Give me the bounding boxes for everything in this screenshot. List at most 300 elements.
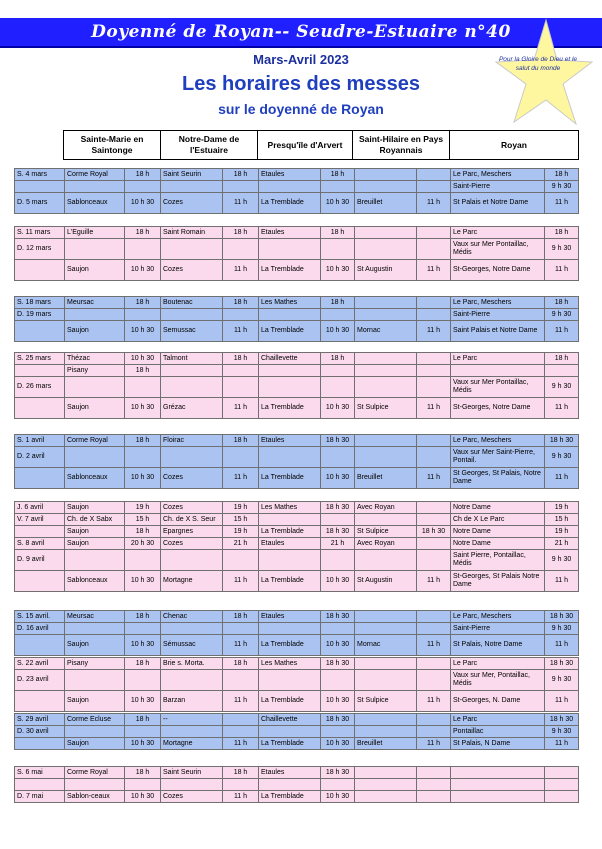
time-cell: 11 h xyxy=(223,193,259,214)
table-row xyxy=(15,435,579,447)
table-row xyxy=(15,377,579,398)
date-cell: S. 25 mars xyxy=(15,353,65,365)
table-row xyxy=(15,738,579,750)
time-cell: 18 h xyxy=(125,227,161,239)
table-row xyxy=(15,550,579,571)
church-cell xyxy=(161,377,223,398)
time-cell xyxy=(125,447,161,468)
church-cell xyxy=(259,365,321,377)
church-cell xyxy=(259,670,321,691)
church-cell: Breuillet xyxy=(355,193,417,214)
church-cell: St-Georges, St Palais Notre Dame xyxy=(451,571,545,592)
church-cell xyxy=(161,181,223,193)
church-cell: La Tremblade xyxy=(259,526,321,538)
table-row xyxy=(15,779,579,791)
table-row xyxy=(15,468,579,489)
church-cell: St Sulpice xyxy=(355,398,417,419)
church-cell: Cozes xyxy=(161,260,223,281)
church-cell: Cozes xyxy=(161,791,223,803)
time-cell: 11 h xyxy=(545,738,579,750)
time-cell: 18 h xyxy=(545,297,579,309)
church-cell xyxy=(451,365,545,377)
time-cell xyxy=(321,377,355,398)
time-cell: 10 h 30 xyxy=(125,321,161,342)
church-cell xyxy=(65,670,125,691)
table-row xyxy=(15,365,579,377)
schedule-block xyxy=(14,352,579,419)
time-cell: 18 h 30 xyxy=(321,526,355,538)
time-cell xyxy=(417,169,451,181)
church-cell xyxy=(355,297,417,309)
church-cell xyxy=(161,365,223,377)
table-row xyxy=(15,321,579,342)
time-cell xyxy=(417,767,451,779)
time-cell: 11 h xyxy=(545,468,579,489)
church-cell xyxy=(451,791,545,803)
time-cell: 18 h 30 xyxy=(321,435,355,447)
date-cell xyxy=(15,365,65,377)
church-cell: Ch. de X S. Seur xyxy=(161,514,223,526)
time-cell xyxy=(223,779,259,791)
date-cell xyxy=(15,181,65,193)
time-cell xyxy=(223,239,259,260)
time-cell: 18 h xyxy=(223,227,259,239)
time-cell: 10 h 30 xyxy=(321,321,355,342)
time-cell xyxy=(321,309,355,321)
church-cell: L'Eguille xyxy=(65,227,125,239)
church-cell xyxy=(355,227,417,239)
time-cell: 9 h 30 xyxy=(545,239,579,260)
time-cell: 9 h 30 xyxy=(545,623,579,635)
church-cell xyxy=(355,365,417,377)
church-cell xyxy=(65,309,125,321)
church-cell xyxy=(259,239,321,260)
date-cell: S. 6 mai xyxy=(15,767,65,779)
time-cell xyxy=(417,181,451,193)
table-row xyxy=(15,309,579,321)
date-cell: D. 9 avril xyxy=(15,550,65,571)
church-cell: Brie s. Morta. xyxy=(161,658,223,670)
date-cell: D. 12 mars xyxy=(15,239,65,260)
time-cell: 18 h 30 xyxy=(321,714,355,726)
time-cell: 19 h xyxy=(223,526,259,538)
church-cell: St-Georges, N. Dame xyxy=(451,691,545,712)
church-cell xyxy=(259,377,321,398)
church-cell xyxy=(259,514,321,526)
time-cell: 19 h xyxy=(545,526,579,538)
time-cell xyxy=(321,726,355,738)
church-cell: Etaules xyxy=(259,227,321,239)
church-cell: Mortagne xyxy=(161,738,223,750)
table-row xyxy=(15,623,579,635)
church-cell: Saujon xyxy=(65,526,125,538)
church-cell xyxy=(355,447,417,468)
church-cell xyxy=(355,714,417,726)
time-cell: 18 h xyxy=(223,297,259,309)
church-cell: Sablonceaux xyxy=(65,571,125,592)
table-row xyxy=(15,658,579,670)
table-row xyxy=(15,611,579,623)
church-cell xyxy=(259,447,321,468)
time-cell: 18 h xyxy=(223,767,259,779)
time-cell: 11 h xyxy=(417,260,451,281)
date-cell xyxy=(15,635,65,656)
church-cell: Chaillevette xyxy=(259,353,321,365)
time-cell: 18 h xyxy=(125,714,161,726)
date-cell: S. 8 avril xyxy=(15,538,65,550)
church-cell: Saujon xyxy=(65,738,125,750)
star-note: Pour la Gloire de Dieu et le salut du monde xyxy=(498,56,578,72)
table-row xyxy=(15,791,579,803)
church-cell: Talmont xyxy=(161,353,223,365)
time-cell: 18 h 30 xyxy=(321,767,355,779)
church-cell: Le Parc, Meschers xyxy=(451,435,545,447)
church-cell: Les Mathes xyxy=(259,297,321,309)
time-cell: 9 h 30 xyxy=(545,447,579,468)
time-cell: 21 h xyxy=(545,538,579,550)
time-cell: 11 h xyxy=(223,791,259,803)
date-cell: S. 11 mars xyxy=(15,227,65,239)
time-cell: 10 h 30 xyxy=(125,691,161,712)
time-cell: 11 h xyxy=(223,321,259,342)
time-cell: 11 h xyxy=(417,691,451,712)
schedule-block xyxy=(14,226,579,281)
church-cell: Saujon xyxy=(65,321,125,342)
time-cell xyxy=(417,623,451,635)
church-cell xyxy=(161,779,223,791)
church-cell xyxy=(355,791,417,803)
church-cell: St-Georges, Notre Dame xyxy=(451,398,545,419)
time-cell: 18 h xyxy=(223,353,259,365)
church-cell: St Augustin xyxy=(355,571,417,592)
church-cell: Cozes xyxy=(161,468,223,489)
church-cell: St Georges, St Palais, Notre Dame xyxy=(451,468,545,489)
time-cell: 15 h xyxy=(545,514,579,526)
church-cell xyxy=(259,779,321,791)
church-cell xyxy=(355,726,417,738)
church-cell: St Augustin xyxy=(355,260,417,281)
date-cell xyxy=(15,398,65,419)
time-cell: 18 h xyxy=(223,658,259,670)
church-cell: Sablonceaux xyxy=(65,193,125,214)
church-cell: Etaules xyxy=(259,767,321,779)
time-cell: 18 h 30 xyxy=(545,435,579,447)
time-cell: 10 h 30 xyxy=(321,468,355,489)
church-cell xyxy=(65,623,125,635)
time-cell xyxy=(125,726,161,738)
time-cell: 10 h 30 xyxy=(321,791,355,803)
time-cell: 18 h xyxy=(125,169,161,181)
church-cell xyxy=(161,239,223,260)
church-cell: Sémussac xyxy=(161,635,223,656)
date-cell xyxy=(15,260,65,281)
table-row xyxy=(15,635,579,656)
time-cell: 10 h 30 xyxy=(125,398,161,419)
time-cell: 10 h 30 xyxy=(125,468,161,489)
church-cell: Le Parc, Meschers xyxy=(451,169,545,181)
time-cell: 18 h xyxy=(545,227,579,239)
time-cell: 10 h 30 xyxy=(321,398,355,419)
church-cell: Sablon-ceaux xyxy=(65,791,125,803)
time-cell: 18 h xyxy=(125,611,161,623)
church-cell: Mornac xyxy=(355,321,417,342)
time-cell xyxy=(417,791,451,803)
schedule-block xyxy=(14,610,579,656)
time-cell: 18 h 30 xyxy=(417,526,451,538)
church-cell: Avec Royan xyxy=(355,502,417,514)
time-cell xyxy=(125,623,161,635)
church-cell: Mornac xyxy=(355,635,417,656)
church-cell: Etaules xyxy=(259,169,321,181)
time-cell: 21 h xyxy=(223,538,259,550)
church-cell: Vaux sur Mer Pontaillac, Médis xyxy=(451,239,545,260)
time-cell: 11 h xyxy=(545,260,579,281)
time-cell xyxy=(545,767,579,779)
time-cell: 18 h xyxy=(223,611,259,623)
church-cell xyxy=(355,309,417,321)
time-cell xyxy=(417,447,451,468)
time-cell: 18 h xyxy=(125,658,161,670)
time-cell: 11 h xyxy=(545,321,579,342)
church-cell: La Tremblade xyxy=(259,321,321,342)
church-cell: St Palais, Notre Dame xyxy=(451,635,545,656)
time-cell xyxy=(125,309,161,321)
church-cell xyxy=(259,726,321,738)
time-cell xyxy=(417,377,451,398)
page-subtitle: sur le doyenné de Royan xyxy=(218,101,384,117)
church-cell: Les Mathes xyxy=(259,502,321,514)
time-cell: 18 h xyxy=(321,353,355,365)
time-cell: 18 h 30 xyxy=(321,611,355,623)
church-cell: La Tremblade xyxy=(259,738,321,750)
time-cell xyxy=(417,365,451,377)
church-cell: Thézac xyxy=(65,353,125,365)
church-cell: Saujon xyxy=(65,538,125,550)
time-cell xyxy=(223,550,259,571)
time-cell: 11 h xyxy=(417,193,451,214)
church-cell: St-Georges, Notre Dame xyxy=(451,260,545,281)
church-cell: Saujon xyxy=(65,502,125,514)
banner-title: Doyenné de Royan-- Seudre-Estuaire n°40 xyxy=(91,22,511,42)
church-cell: Grézac xyxy=(161,398,223,419)
church-cell xyxy=(161,726,223,738)
time-cell: 18 h xyxy=(321,169,355,181)
church-cell: Notre Dame xyxy=(451,538,545,550)
church-cell: Pontaillac xyxy=(451,726,545,738)
church-cell: Saint Palais et Notre Dame xyxy=(451,321,545,342)
time-cell: 10 h 30 xyxy=(125,353,161,365)
church-cell: Saint Seurin xyxy=(161,169,223,181)
church-cell: Corme Royal xyxy=(65,767,125,779)
time-cell xyxy=(125,550,161,571)
table-row xyxy=(15,239,579,260)
time-cell: 9 h 30 xyxy=(545,181,579,193)
date-cell xyxy=(15,321,65,342)
date-cell: D. 2 avril xyxy=(15,447,65,468)
time-cell xyxy=(417,714,451,726)
time-cell xyxy=(223,365,259,377)
church-cell: St Palais, N Dame xyxy=(451,738,545,750)
church-cell: Pisany xyxy=(65,658,125,670)
time-cell xyxy=(417,239,451,260)
time-cell xyxy=(125,779,161,791)
time-cell: 10 h 30 xyxy=(125,260,161,281)
date-cell: D. 23 avril xyxy=(15,670,65,691)
church-cell: Breuillet xyxy=(355,468,417,489)
time-cell xyxy=(321,514,355,526)
time-cell: 10 h 30 xyxy=(321,635,355,656)
time-cell: 18 h xyxy=(321,227,355,239)
time-cell: 18 h xyxy=(545,169,579,181)
church-cell: Etaules xyxy=(259,538,321,550)
time-cell xyxy=(417,538,451,550)
time-cell: 11 h xyxy=(223,691,259,712)
church-cell: Corme Royal xyxy=(65,169,125,181)
time-cell xyxy=(417,550,451,571)
time-cell xyxy=(321,447,355,468)
date-cell: D. 26 mars xyxy=(15,377,65,398)
table-row xyxy=(15,260,579,281)
church-cell xyxy=(355,377,417,398)
time-cell: 20 h 30 xyxy=(125,538,161,550)
church-cell: Le Parc xyxy=(451,353,545,365)
date-cell: S. 22 avril xyxy=(15,658,65,670)
church-cell xyxy=(259,623,321,635)
time-cell xyxy=(223,714,259,726)
church-cell: Cozes xyxy=(161,193,223,214)
time-cell: 10 h 30 xyxy=(125,635,161,656)
time-cell xyxy=(417,353,451,365)
time-cell xyxy=(223,377,259,398)
time-cell xyxy=(223,623,259,635)
church-cell: Le Parc, Meschers xyxy=(451,611,545,623)
church-cell: St Sulpice xyxy=(355,691,417,712)
time-cell: 18 h xyxy=(223,435,259,447)
church-cell: Cozes xyxy=(161,502,223,514)
church-cell xyxy=(161,550,223,571)
time-cell: 18 h 30 xyxy=(545,611,579,623)
column-headers xyxy=(63,130,579,160)
time-cell: 19 h xyxy=(223,502,259,514)
time-cell: 10 h 30 xyxy=(125,571,161,592)
church-cell: Mortagne xyxy=(161,571,223,592)
church-cell xyxy=(65,726,125,738)
church-cell xyxy=(65,550,125,571)
church-cell: Sablonceaux xyxy=(65,468,125,489)
church-cell: La Tremblade xyxy=(259,691,321,712)
church-cell xyxy=(355,670,417,691)
table-row xyxy=(15,538,579,550)
time-cell xyxy=(223,670,259,691)
table-row xyxy=(15,398,579,419)
time-cell xyxy=(223,447,259,468)
page-title: Les horaires des messes xyxy=(182,73,420,95)
time-cell xyxy=(417,514,451,526)
time-cell: 10 h 30 xyxy=(321,571,355,592)
church-cell xyxy=(355,658,417,670)
time-cell xyxy=(417,779,451,791)
time-cell xyxy=(125,181,161,193)
time-cell: 18 h xyxy=(125,767,161,779)
schedule-block xyxy=(14,766,579,803)
table-row xyxy=(15,767,579,779)
church-cell: Etaules xyxy=(259,611,321,623)
schedule-block xyxy=(14,434,579,489)
church-cell: Chaillevette xyxy=(259,714,321,726)
date-cell: S. 15 avril. xyxy=(15,611,65,623)
church-cell: Semussac xyxy=(161,321,223,342)
church-cell xyxy=(65,181,125,193)
church-cell: Saujon xyxy=(65,398,125,419)
church-cell: Saujon xyxy=(65,635,125,656)
time-cell: 19 h xyxy=(545,502,579,514)
church-cell: Floirac xyxy=(161,435,223,447)
time-cell xyxy=(417,502,451,514)
church-cell: Le Parc xyxy=(451,227,545,239)
church-cell: Pisany xyxy=(65,365,125,377)
table-row xyxy=(15,227,579,239)
time-cell xyxy=(417,309,451,321)
time-cell: 18 h 30 xyxy=(545,714,579,726)
table-row xyxy=(15,514,579,526)
church-cell: Vaux sur Mer Saint-Pierre, Pontail. xyxy=(451,447,545,468)
table-row xyxy=(15,670,579,691)
date-cell: D. 19 mars xyxy=(15,309,65,321)
church-cell: Notre Dame xyxy=(451,526,545,538)
time-cell: 18 h 30 xyxy=(545,658,579,670)
time-cell: 18 h xyxy=(125,526,161,538)
church-cell xyxy=(451,767,545,779)
date-cell: S. 1 avril xyxy=(15,435,65,447)
church-cell: Saint-Pierre xyxy=(451,623,545,635)
schedule-block xyxy=(14,296,579,342)
time-cell: 9 h 30 xyxy=(545,550,579,571)
time-cell: 18 h xyxy=(125,365,161,377)
time-cell: 10 h 30 xyxy=(321,260,355,281)
date-cell xyxy=(15,468,65,489)
church-cell: Le Parc xyxy=(451,714,545,726)
time-cell: 9 h 30 xyxy=(545,670,579,691)
column-header: Notre-Dame de l'Estuaire xyxy=(161,131,258,160)
church-cell: Saujon xyxy=(65,691,125,712)
time-cell: 10 h 30 xyxy=(125,791,161,803)
time-cell: 21 h xyxy=(321,538,355,550)
time-cell: 10 h 30 xyxy=(125,193,161,214)
church-cell xyxy=(161,447,223,468)
church-cell: Avec Royan xyxy=(355,538,417,550)
church-cell xyxy=(259,309,321,321)
church-cell: Cozes xyxy=(161,538,223,550)
time-cell xyxy=(321,670,355,691)
table-row xyxy=(15,353,579,365)
date-cell: D. 30 avril xyxy=(15,726,65,738)
schedule-block xyxy=(14,713,579,750)
time-cell: 11 h xyxy=(545,193,579,214)
church-cell xyxy=(355,611,417,623)
time-cell xyxy=(223,726,259,738)
church-cell: Le Parc xyxy=(451,658,545,670)
church-cell: Le Parc, Meschers xyxy=(451,297,545,309)
church-cell: Epargnes xyxy=(161,526,223,538)
time-cell: 11 h xyxy=(417,635,451,656)
column-header: Royan xyxy=(450,131,579,160)
church-cell xyxy=(355,181,417,193)
date-cell: J. 6 avril xyxy=(15,502,65,514)
time-cell: 11 h xyxy=(223,468,259,489)
time-cell xyxy=(417,297,451,309)
column-header: Sainte-Marie en Saintonge xyxy=(64,131,161,160)
church-cell xyxy=(355,169,417,181)
